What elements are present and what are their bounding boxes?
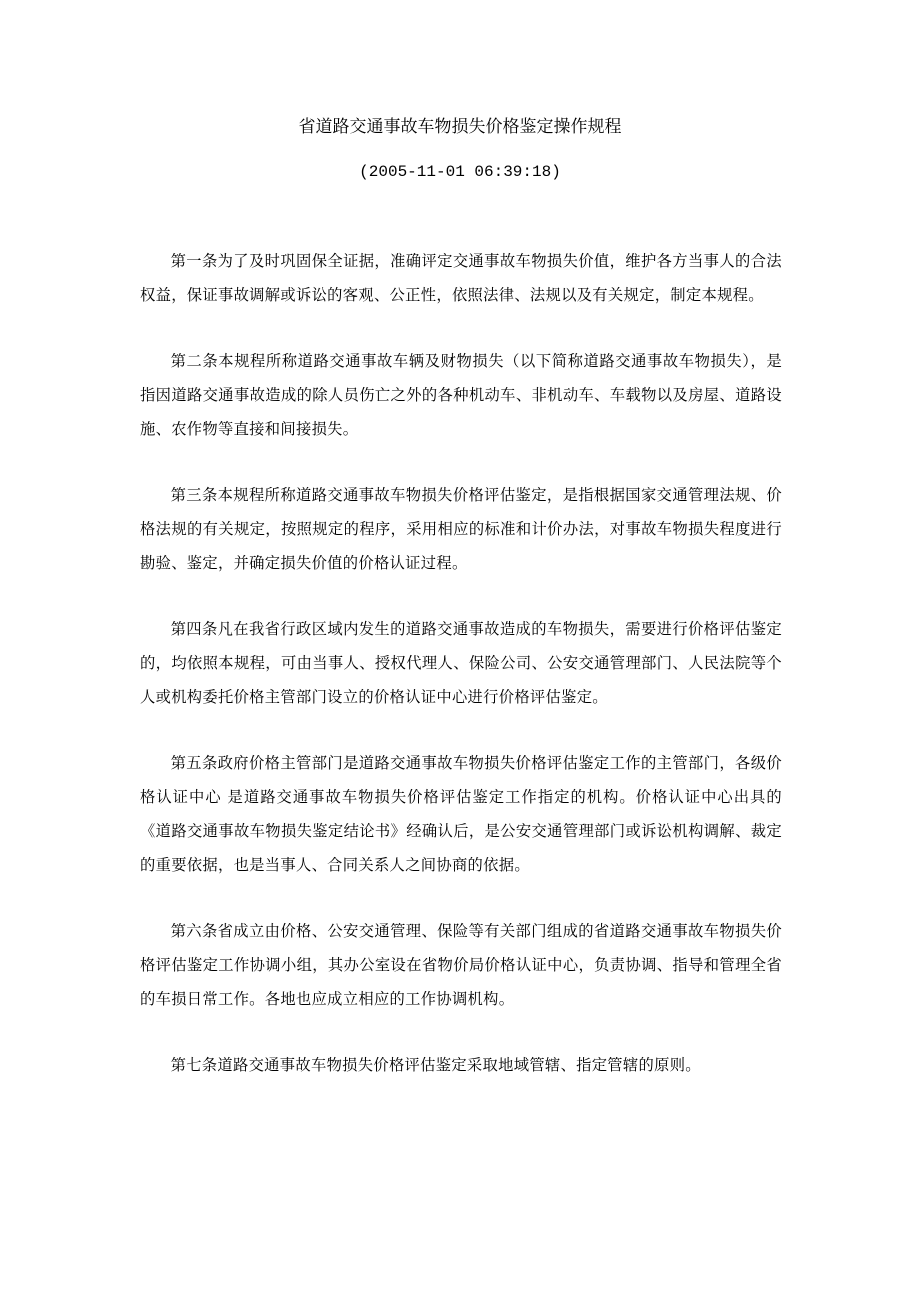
document-date: (2005-11-01 06:39:18) [359,163,561,181]
article-7-paragraph: 第七条道路交通事故车物损失价格评估鉴定采取地域管辖、指定管辖的原则。 [170,1056,701,1074]
article-3-paragraph: 第三条本规程所称道路交通事故车物损失价格评估鉴定，是指根据国家交通管理法规、价格法规的有关规定，按照规定的程序，采用相应的标准和计价办法，对事故车物损失程度进行勘验、鉴定，并确定损失价值的价格认证过程。 [140,486,782,572]
article-6-paragraph: 第六条省成立由价格、公安交通管理、保险等有关部门组成的省道路交通事故车物损失价格评估鉴定工作协调小组，其办公室设在省物价局价格认证中心，负责协调、指导和管理全省的车损日常工作。各地也应成立相应的工作协调机构。 [140,922,782,1008]
document-title: 省道路交通事故车物损失价格鉴定操作规程 [298,117,622,137]
article-2-paragraph: 第二条本规程所称道路交通事故车辆及财物损失（以下简称道路交通事故车物损失），是指因道路交通事故造成的除人员伤亡之外的各种机动车、非机动车、车载物以及房屋、道路设施、农作物等直接和间接损失。 [140,352,782,438]
article-4-paragraph: 第四条凡在我省行政区域内发生的道路交通事故造成的车物损失，需要进行价格评估鉴定的，均依照本规程，可由当事人、授权代理人、保险公司、公安交通管理部门、人民法院等个人或机构委托价格主管部门设立的价格认证中心进行价格评估鉴定。 [140,620,782,706]
document-body [140,244,782,1114]
article-1-paragraph: 第一条为了及时巩固保全证据，准确评定交通事故车物损失价值，维护各方当事人的合法权益，保证事故调解或诉讼的客观、公正性，依照法律、法规以及有关规定，制定本规程。 [140,252,782,304]
article-5-paragraph: 第五条政府价格主管部门是道路交通事故车物损失价格评估鉴定工作的主管部门，各级价格认证中心 是道路交通事故车物损失价格评估鉴定工作指定的机构。价格认证中心出具的《道路交通事故车物损失鉴定结论书》经确认后，是公安交通管理部门或诉讼机构调解、裁定的重要依据，也是当事人、合同关系人之间协商的依据。 [140,754,782,874]
